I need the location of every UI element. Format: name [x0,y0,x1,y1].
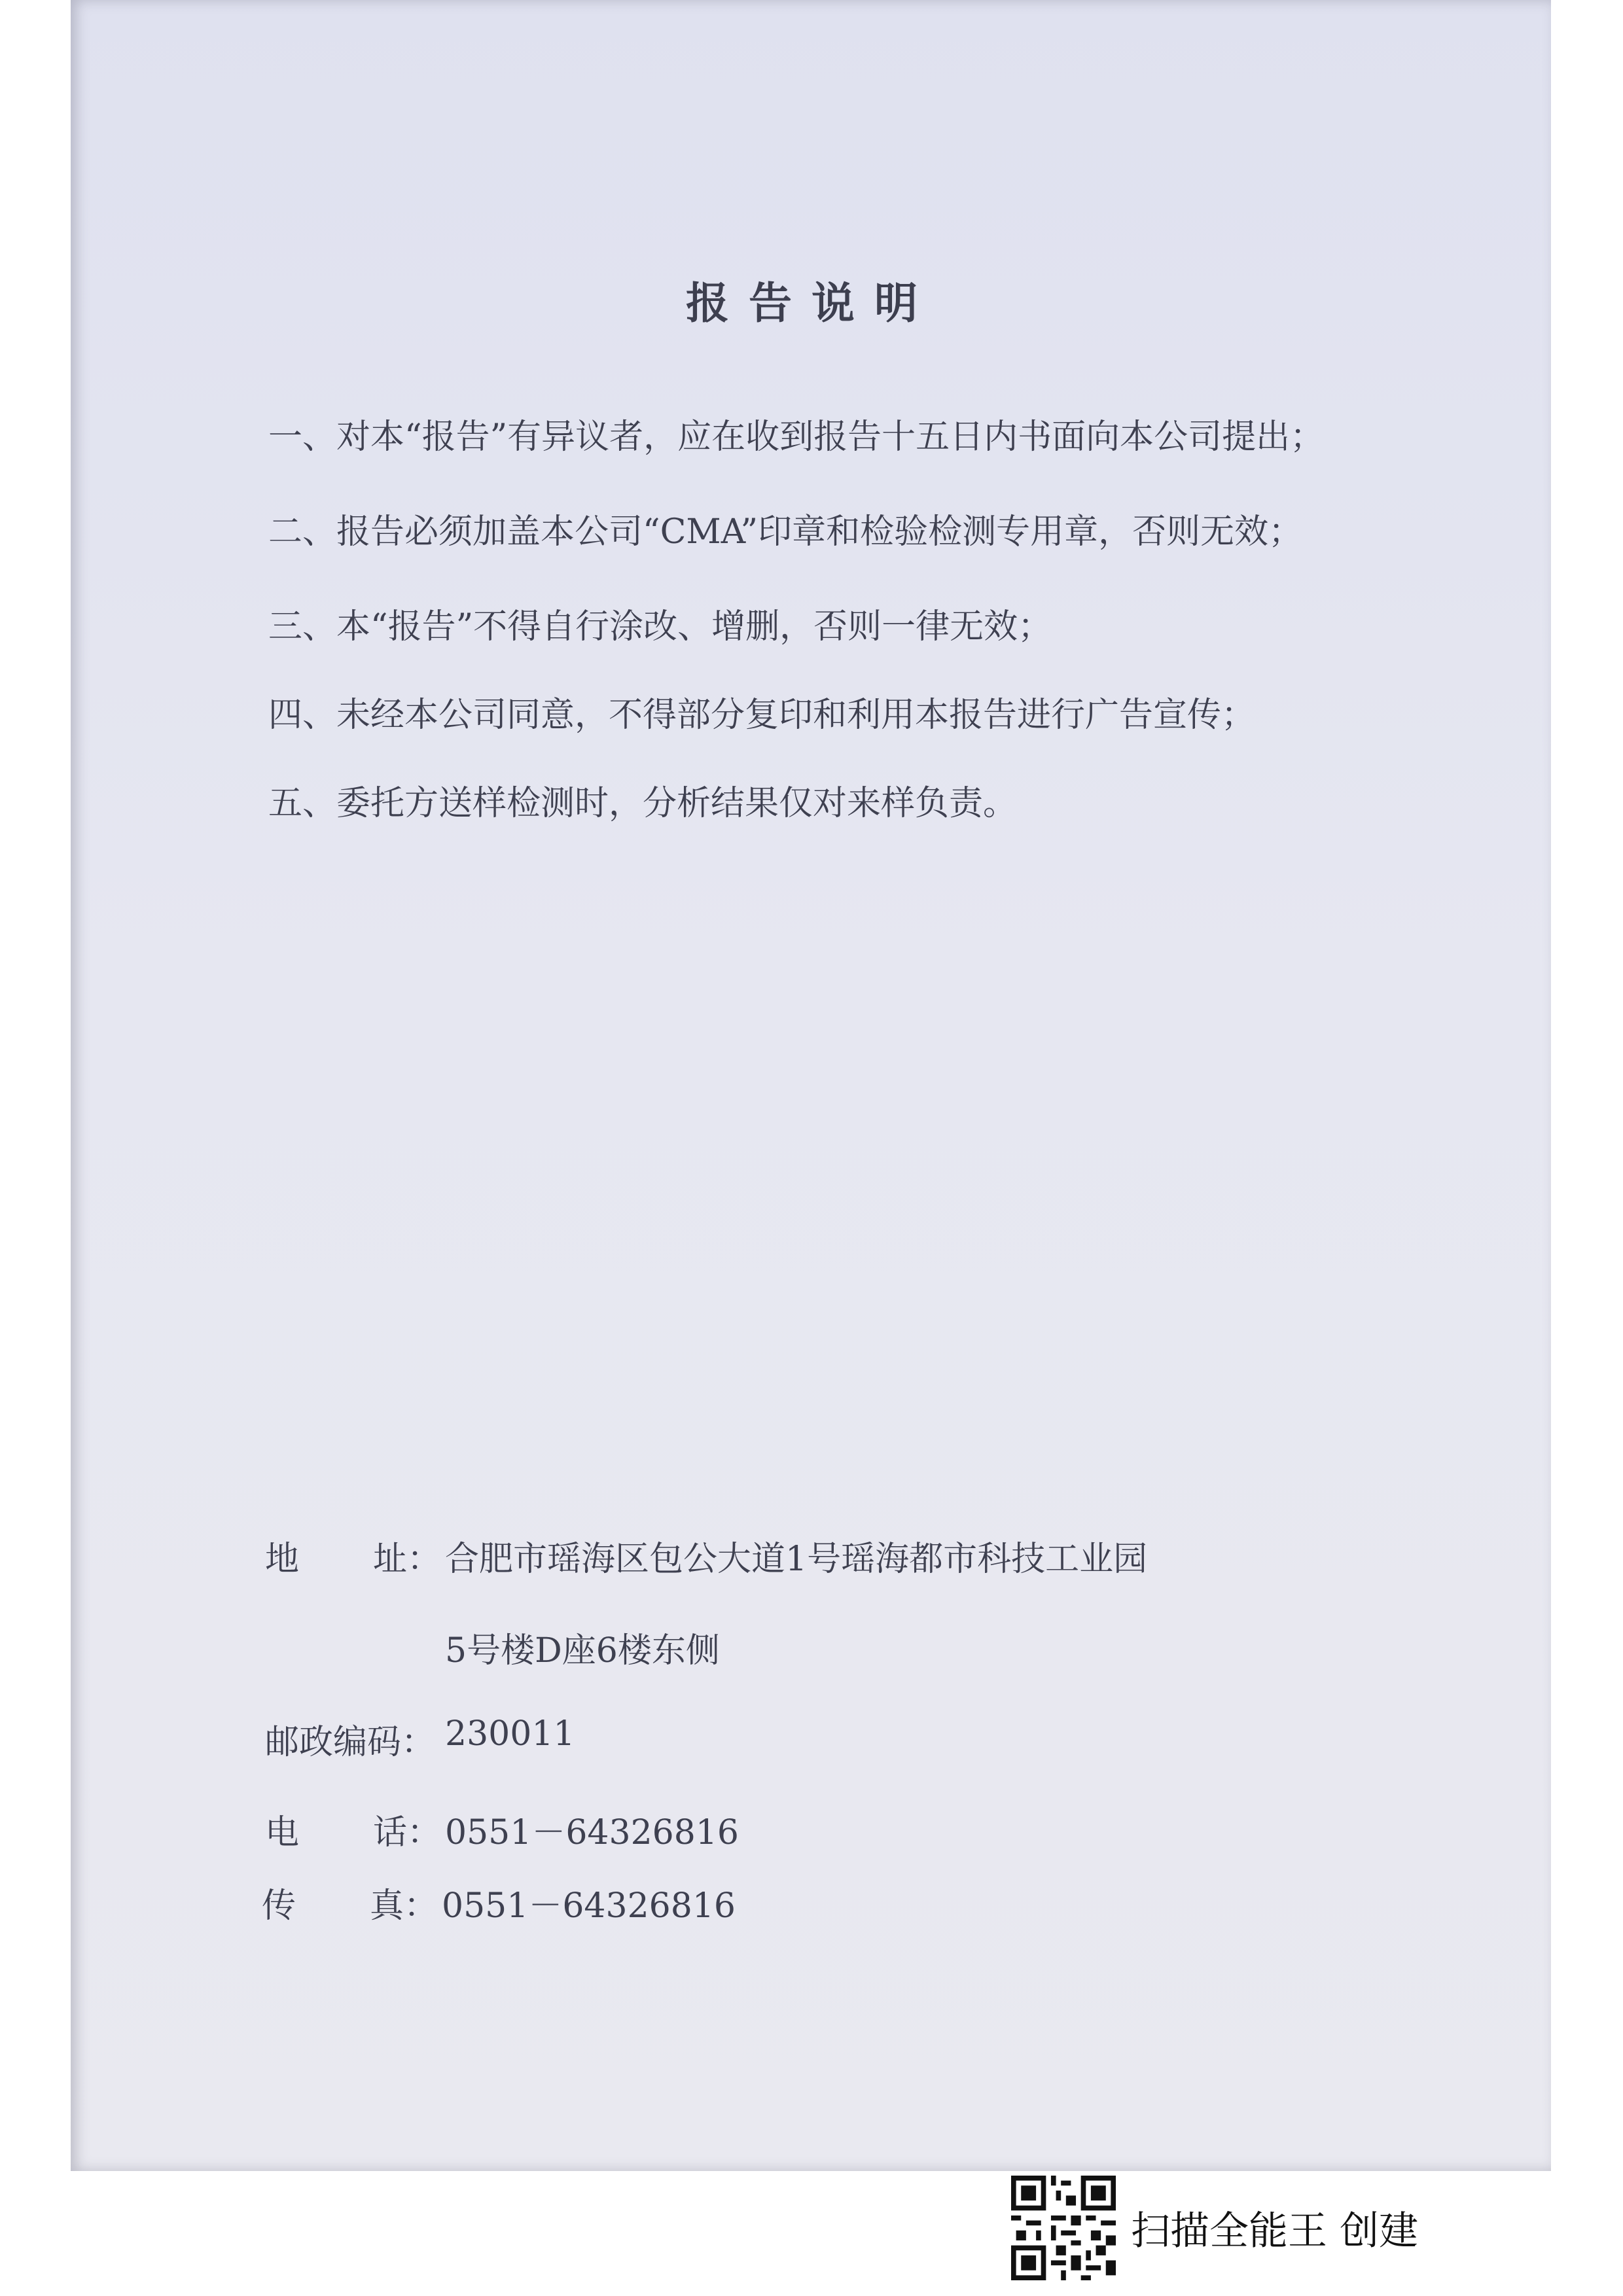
address-line-2: 5号楼D座6楼东侧 [445,1631,720,1670]
fax-value: 0551－64326816 [442,1886,736,1926]
address-line-1: 合肥市瑶海区包公大道1号瑶海都市科技工业园 [445,1540,1148,1579]
address-label-1: 地 [265,1540,300,1579]
clause-3: 三、本“报告”不得自行涂改、增删，否则一律无效； [268,607,1052,646]
address-label-2: 址： [373,1540,442,1579]
clause-5: 五、委托方送样检测时，分析结果仅对来样负责。 [268,784,1018,823]
postcode-value: 230011 [445,1714,575,1754]
fax-label-1: 传 [262,1886,296,1926]
postcode-label: 邮政编码： [265,1723,436,1762]
clause-2: 二、报告必须加盖本公司“CMA”印章和检验检测专用章，否则无效； [268,512,1303,552]
document-title: 报告说明 [686,277,937,328]
qr-code-icon [1011,2176,1116,2280]
phone-label-2: 话： [373,1813,442,1852]
scanner-watermark: 扫描全能王 创建 [1131,2208,1419,2254]
fax-label-2: 真： [370,1886,438,1926]
phone-value: 0551－64326816 [445,1813,740,1852]
phone-label-1: 电 [265,1813,300,1852]
clause-4: 四、未经本公司同意，不得部分复印和利用本报告进行广告宣传； [268,696,1256,735]
clause-1: 一、对本“报告”有异议者，应在收到报告十五日内书面向本公司提出； [268,417,1325,457]
